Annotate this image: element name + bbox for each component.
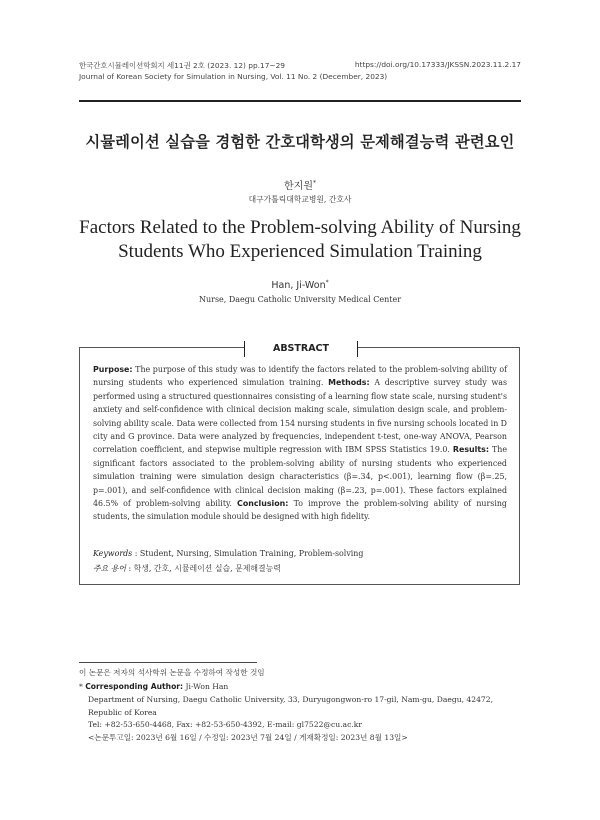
title-english xyxy=(40,216,560,264)
footnote-divider xyxy=(79,662,257,663)
journal-header-en: Journal of Korean Society for Simulation in Nursing, Vol. 11 No. 2 (December, 2023) xyxy=(79,72,388,81)
results-label: Results: xyxy=(452,445,489,455)
title-english-line-2: Students Who Experienced Simulation Training xyxy=(118,241,482,262)
abstract-body xyxy=(93,363,507,524)
affiliation-english: Nurse, Daegu Catholic University Medical Center xyxy=(198,295,402,304)
footnote-contact: Tel: +82-53-650-4468, Fax: +82-53-650-4392, E-mail: gl7522@cu.ac.kr xyxy=(88,720,362,729)
title-english-line-1: Factors Related to the Problem-solving Ability of Nursing xyxy=(79,217,521,238)
keywords-english-values: : Student, Nursing, Simulation Training, Problem-solving xyxy=(132,549,364,558)
conclusion-label: Conclusion: xyxy=(237,499,289,509)
author-english xyxy=(40,280,560,291)
corresponding-mark: * xyxy=(79,682,83,691)
keywords-korean-values: : 학생, 간호, 시뮬레이션 실습, 문제해결능력 xyxy=(126,564,281,573)
footnote-corresponding xyxy=(79,681,521,694)
results-text: The significant factors associated to the problem-solving ability of nursing students who experienced simulation training were simulation design characteristics (β=.34, p<.001), learning flow (β=.25, p=.001), and self-confidence with clinical decision making (β=.23, p=.001). These factors explained 46.5% of problem-solving ability. xyxy=(93,445,508,509)
author-english-mark: * xyxy=(325,278,329,286)
footnote-address: Department of Nursing, Daegu Catholic University, 33, Duryugongwon-ro 17-gil, Nam-gu, Daegu, 42472, Republic of Korea xyxy=(88,695,494,717)
header-divider xyxy=(79,100,521,102)
keywords-korean xyxy=(93,563,281,574)
footnote-dates: <논문투고일: 2023년 6월 16일 / 수정일: 2023년 7월 24일 / 게재확정일: 2023년 8월 13일> xyxy=(88,733,408,742)
conclusion-text: To improve the problem-solving ability of nursing students, the simulation module should be designed with high fidelity. xyxy=(93,499,507,522)
doi-link[interactable]: https://doi.org/10.17333/JKSSN.2023.11.2.17 xyxy=(354,60,521,69)
purpose-label: Purpose: xyxy=(93,365,133,374)
journal-header-kr: 한국간호시뮬레이션학회지 세11권 2호 (2023. 12) pp.17~29 xyxy=(79,61,286,70)
corresponding-name: Ji-Won Han xyxy=(183,682,229,691)
affiliation-korean: 대구가톨릭대학교병원, 간호사 xyxy=(248,195,352,204)
title-korean: 시뮬레이션 실습을 경험한 간호대학생의 문제해결능력 관련요인 xyxy=(85,133,515,151)
keywords-korean-label: 주요 용어 xyxy=(93,564,126,573)
keywords-english-label: Keywords xyxy=(93,549,133,558)
abstract-heading: ABSTRACT xyxy=(244,341,358,357)
author-english-name: Han, Ji-Won xyxy=(271,280,326,291)
author-korean xyxy=(40,177,560,192)
author-korean-mark: * xyxy=(312,179,316,187)
methods-label: Methods: xyxy=(328,378,370,388)
corresponding-label: Corresponding Author: xyxy=(85,682,184,691)
keywords-english xyxy=(93,549,363,558)
footnote-thesis: 이 논문은 저자의 석사학위 논문을 수정하여 작성한 것임 xyxy=(79,668,265,677)
author-korean-name: 한지원 xyxy=(284,181,313,192)
methods-text: A descriptive survey study was performed using a structured questionnaires consisting of a learning flow state scale, nursing student's anxiety and self-confidence with clinical decision making scale, simulation design scale, and problem-solving ability scale. Data were collected from 154 nursing students in five nursing schools located in D city and G province. Data were analyzed by frequencies, independent t-test, one-way ANOVA, Pearson correlation coefficient, and stepwise multiple regression with IBM SPSS Statistics 19.0. xyxy=(93,378,507,455)
purpose-text: The purpose of this study was to identify the factors related to the problem-solving ability of nursing students who experienced simulation training. xyxy=(93,365,507,388)
